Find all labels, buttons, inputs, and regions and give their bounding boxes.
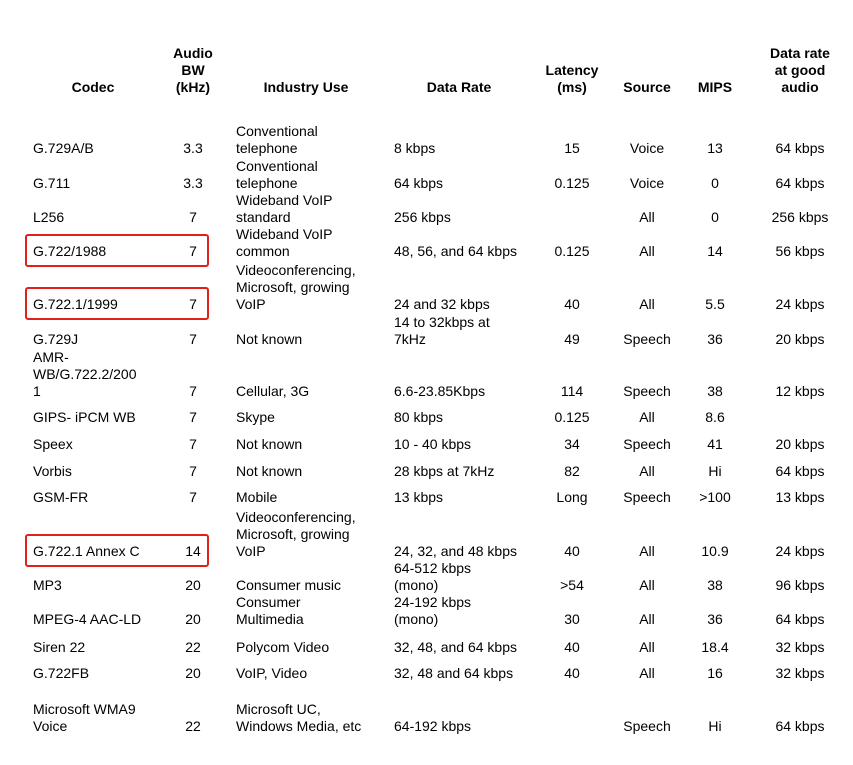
cell-latency-line: 40 bbox=[564, 639, 580, 655]
cell-data-rate-line: 6.6-23.85Kbps bbox=[394, 383, 486, 399]
cell-industry-use bbox=[236, 158, 386, 192]
cell-audio-bw-line: 7 bbox=[189, 436, 197, 452]
cell-industry-use-line: Polycom Video bbox=[236, 639, 330, 655]
cell-source-line: Speech bbox=[623, 718, 671, 734]
cell-data-rate bbox=[394, 463, 544, 480]
header-codec-line: Codec bbox=[71, 79, 115, 95]
cell-mips-line: 8.6 bbox=[705, 409, 725, 425]
cell-source-line: All bbox=[639, 577, 655, 593]
cell-audio-bw-line: 7 bbox=[189, 296, 197, 312]
highlight-box bbox=[25, 234, 209, 267]
cell-good-rate bbox=[750, 611, 850, 628]
cell-audio-bw-line: 7 bbox=[189, 331, 197, 347]
cell-industry-use bbox=[236, 701, 386, 735]
cell-codec-line: G.729J bbox=[33, 331, 79, 347]
cell-data-rate-line: 24 and 32 kbps bbox=[394, 296, 490, 312]
cell-good-rate bbox=[750, 665, 850, 682]
cell-industry-use-line: standard bbox=[236, 209, 291, 225]
cell-industry-use bbox=[236, 123, 386, 157]
cell-source-line: Voice bbox=[629, 140, 665, 156]
header-mips-line: MIPS bbox=[697, 79, 733, 95]
header-mips bbox=[690, 79, 740, 96]
cell-source-line: All bbox=[639, 639, 655, 655]
header-good-rate-line: audio bbox=[781, 79, 819, 95]
cell-industry-use bbox=[236, 463, 386, 480]
cell-industry-use-line: Wideband VoIP bbox=[236, 226, 333, 242]
cell-audio-bw bbox=[165, 209, 221, 226]
cell-latency bbox=[537, 665, 607, 682]
cell-source bbox=[612, 175, 682, 192]
cell-good-rate bbox=[750, 243, 850, 260]
cell-latency bbox=[537, 331, 607, 348]
cell-latency-line: 0.125 bbox=[554, 409, 590, 425]
cell-data-rate bbox=[394, 140, 544, 157]
cell-good-rate bbox=[750, 331, 850, 348]
cell-mips bbox=[690, 175, 740, 192]
cell-audio-bw-line: 14 bbox=[185, 543, 201, 559]
cell-mips bbox=[690, 331, 740, 348]
cell-latency bbox=[537, 296, 607, 313]
cell-data-rate bbox=[394, 665, 544, 682]
cell-audio-bw-line: 20 bbox=[185, 611, 201, 627]
header-latency bbox=[537, 62, 607, 96]
cell-data-rate-line: 13 kbps bbox=[394, 489, 444, 505]
cell-data-rate-line: 80 kbps bbox=[394, 409, 444, 425]
cell-mips bbox=[690, 243, 740, 260]
cell-latency-line: 0.125 bbox=[554, 175, 590, 191]
cell-good-rate bbox=[750, 543, 850, 560]
cell-industry-use bbox=[236, 436, 386, 453]
cell-mips bbox=[690, 209, 740, 226]
cell-good-rate-line: 64 kbps bbox=[775, 140, 825, 156]
cell-source bbox=[612, 543, 682, 560]
cell-source-line: All bbox=[639, 665, 655, 681]
cell-industry-use-line: Not known bbox=[236, 463, 303, 479]
cell-mips-line: 16 bbox=[707, 665, 723, 681]
header-industry-use-line: Industry Use bbox=[263, 79, 349, 95]
cell-codec-line: GSM-FR bbox=[33, 489, 89, 505]
cell-source bbox=[612, 243, 682, 260]
cell-mips bbox=[690, 463, 740, 480]
cell-source-line: Voice bbox=[629, 175, 665, 191]
cell-data-rate bbox=[394, 489, 544, 506]
cell-source bbox=[612, 209, 682, 226]
cell-source-line: All bbox=[639, 243, 655, 259]
cell-audio-bw bbox=[165, 611, 221, 628]
header-data-rate-line: Data Rate bbox=[426, 79, 492, 95]
cell-latency-line: 114 bbox=[560, 383, 584, 399]
cell-good-rate-line: 64 kbps bbox=[775, 463, 825, 479]
cell-codec-line: Siren 22 bbox=[33, 639, 86, 655]
cell-good-rate bbox=[750, 383, 850, 400]
cell-audio-bw bbox=[165, 577, 221, 594]
cell-industry-use bbox=[236, 383, 386, 400]
cell-latency bbox=[537, 175, 607, 192]
cell-good-rate-line: 12 kbps bbox=[775, 383, 825, 399]
cell-latency-line: 82 bbox=[564, 463, 580, 479]
cell-latency-line: >54 bbox=[560, 577, 584, 593]
cell-codec-line: AMR- bbox=[33, 349, 69, 365]
cell-source bbox=[612, 140, 682, 157]
cell-data-rate-line: 64-192 kbps bbox=[394, 718, 472, 734]
cell-source bbox=[612, 718, 682, 735]
header-source-line: Source bbox=[623, 79, 671, 95]
cell-industry-use-line: Conventional bbox=[236, 158, 318, 174]
cell-data-rate-line: 256 kbps bbox=[394, 209, 451, 225]
cell-audio-bw bbox=[165, 489, 221, 506]
cell-good-rate-line: 256 kbps bbox=[771, 209, 829, 225]
cell-industry-use-line: Microsoft UC, bbox=[236, 701, 321, 717]
cell-codec-line: Voice bbox=[33, 718, 68, 734]
cell-audio-bw bbox=[165, 383, 221, 400]
cell-data-rate bbox=[394, 314, 544, 348]
cell-good-rate bbox=[750, 296, 850, 313]
cell-industry-use-line: VoIP bbox=[236, 296, 266, 312]
cell-industry-use bbox=[236, 226, 386, 260]
cell-source bbox=[612, 383, 682, 400]
cell-source bbox=[612, 331, 682, 348]
cell-data-rate bbox=[394, 409, 544, 426]
highlight-box bbox=[25, 287, 209, 320]
cell-good-rate bbox=[750, 639, 850, 656]
cell-industry-use-line: Videoconferencing, bbox=[236, 262, 356, 278]
cell-audio-bw bbox=[165, 140, 221, 157]
cell-codec-line: MPEG-4 AAC-LD bbox=[33, 611, 142, 627]
cell-mips-line: Hi bbox=[708, 463, 722, 479]
cell-data-rate-line: 64 kbps bbox=[394, 175, 444, 191]
cell-audio-bw-line: 7 bbox=[189, 409, 197, 425]
cell-mips-line: Hi bbox=[708, 718, 722, 734]
cell-good-rate-line: 64 kbps bbox=[775, 611, 825, 627]
cell-latency-line: 40 bbox=[564, 296, 580, 312]
cell-source bbox=[612, 296, 682, 313]
cell-industry-use-line: VoIP, Video bbox=[236, 665, 308, 681]
cell-industry-use bbox=[236, 409, 386, 426]
cell-source bbox=[612, 639, 682, 656]
cell-codec-line: G.722.1/1999 bbox=[33, 296, 118, 312]
cell-source-line: All bbox=[639, 296, 655, 312]
cell-good-rate-line: 64 kbps bbox=[775, 718, 825, 734]
header-audio-bw-line: (kHz) bbox=[175, 79, 211, 95]
cell-data-rate bbox=[394, 209, 544, 226]
header-data-rate bbox=[394, 79, 524, 96]
cell-audio-bw-line: 20 bbox=[185, 577, 201, 593]
cell-audio-bw bbox=[165, 463, 221, 480]
cell-good-rate-line: 24 kbps bbox=[775, 543, 825, 559]
cell-industry-use-line: VoIP bbox=[236, 543, 266, 559]
cell-source-line: All bbox=[639, 463, 655, 479]
cell-codec-line: Microsoft WMA9 bbox=[33, 701, 136, 717]
highlight-box bbox=[25, 534, 209, 567]
cell-mips-line: 10.9 bbox=[701, 543, 729, 559]
cell-data-rate-line: 10 - 40 kbps bbox=[394, 436, 472, 452]
cell-codec-line: Vorbis bbox=[33, 463, 72, 479]
cell-source bbox=[612, 436, 682, 453]
cell-industry-use bbox=[236, 577, 386, 594]
cell-industry-use bbox=[236, 665, 386, 682]
header-audio-bw-line: Audio bbox=[173, 45, 213, 61]
cell-industry-use bbox=[236, 192, 386, 226]
header-codec bbox=[33, 79, 153, 96]
cell-good-rate bbox=[750, 577, 850, 594]
cell-industry-use-line: Wideband VoIP bbox=[236, 192, 333, 208]
cell-audio-bw-line: 7 bbox=[189, 383, 197, 399]
header-industry-use bbox=[236, 79, 376, 96]
cell-data-rate bbox=[394, 594, 544, 628]
cell-industry-use-line: Microsoft, growing bbox=[236, 279, 350, 295]
cell-latency bbox=[537, 577, 607, 594]
cell-data-rate-line: (mono) bbox=[394, 577, 439, 593]
cell-audio-bw-line: 7 bbox=[189, 209, 197, 225]
cell-audio-bw-line: 7 bbox=[189, 463, 197, 479]
cell-codec-line: MP3 bbox=[33, 577, 62, 593]
cell-latency-line: 40 bbox=[564, 665, 580, 681]
cell-audio-bw bbox=[165, 175, 221, 192]
cell-latency-line: 34 bbox=[564, 436, 580, 452]
header-audio-bw-line: BW bbox=[181, 62, 205, 78]
cell-mips-line: 13 bbox=[707, 140, 723, 156]
cell-mips bbox=[690, 296, 740, 313]
cell-mips bbox=[690, 577, 740, 594]
cell-industry-use-line: Skype bbox=[236, 409, 275, 425]
cell-good-rate-line: 20 kbps bbox=[775, 436, 825, 452]
cell-industry-use bbox=[236, 639, 386, 656]
cell-source-line: All bbox=[639, 611, 655, 627]
cell-data-rate-line: 24-192 kbps bbox=[394, 594, 472, 610]
cell-good-rate bbox=[750, 463, 850, 480]
cell-industry-use bbox=[236, 594, 386, 628]
cell-industry-use-line: Mobile bbox=[236, 489, 278, 505]
cell-source-line: Speech bbox=[623, 331, 671, 347]
cell-latency-line: Long bbox=[556, 489, 588, 505]
cell-industry-use-line: Consumer bbox=[236, 594, 301, 610]
cell-audio-bw-line: 20 bbox=[185, 665, 201, 681]
cell-mips-line: 41 bbox=[707, 436, 723, 452]
cell-data-rate bbox=[394, 436, 544, 453]
cell-audio-bw-line: 3.3 bbox=[183, 140, 203, 156]
cell-audio-bw-line: 22 bbox=[185, 718, 201, 734]
cell-latency bbox=[537, 383, 607, 400]
cell-data-rate-line: 7kHz bbox=[394, 331, 426, 347]
cell-industry-use-line: Cellular, 3G bbox=[236, 383, 310, 399]
cell-data-rate-line: 32, 48, and 64 kbps bbox=[394, 639, 517, 655]
cell-data-rate-line: 48, 56, and 64 kbps bbox=[394, 243, 517, 259]
cell-codec-line: GIPS- iPCM WB bbox=[33, 409, 136, 425]
cell-good-rate-line: 20 kbps bbox=[775, 331, 825, 347]
cell-audio-bw bbox=[165, 331, 221, 348]
header-latency-line: Latency bbox=[545, 62, 599, 78]
cell-good-rate-line: 32 kbps bbox=[775, 665, 825, 681]
cell-good-rate bbox=[750, 140, 850, 157]
cell-data-rate bbox=[394, 383, 544, 400]
cell-good-rate bbox=[750, 718, 850, 735]
header-latency-line: (ms) bbox=[557, 79, 587, 95]
cell-mips-line: 14 bbox=[707, 243, 723, 259]
cell-codec-line: G.722.1 Annex C bbox=[33, 543, 140, 559]
cell-audio-bw-line: 7 bbox=[189, 243, 197, 259]
cell-codec-line: G.722/1988 bbox=[33, 243, 107, 259]
header-good-rate bbox=[750, 45, 850, 96]
cell-latency bbox=[537, 243, 607, 260]
header-good-rate-line: Data rate bbox=[770, 45, 830, 61]
cell-mips bbox=[690, 436, 740, 453]
cell-data-rate-line: 14 to 32kbps at bbox=[394, 314, 490, 330]
cell-good-rate bbox=[750, 436, 850, 453]
cell-source-line: All bbox=[639, 209, 655, 225]
cell-industry-use-line: Multimedia bbox=[236, 611, 304, 627]
cell-good-rate-line: 64 kbps bbox=[775, 175, 825, 191]
cell-source bbox=[612, 463, 682, 480]
cell-mips-line: 5.5 bbox=[705, 296, 725, 312]
cell-latency-line: 40 bbox=[564, 543, 580, 559]
cell-industry-use-line: common bbox=[236, 243, 290, 259]
cell-mips bbox=[690, 718, 740, 735]
cell-audio-bw bbox=[165, 665, 221, 682]
cell-mips-line: 0 bbox=[711, 209, 719, 225]
cell-mips bbox=[690, 489, 740, 506]
cell-latency-line: 0.125 bbox=[554, 243, 590, 259]
cell-mips-line: 18.4 bbox=[701, 639, 729, 655]
cell-data-rate bbox=[394, 175, 544, 192]
cell-latency bbox=[537, 489, 607, 506]
cell-latency bbox=[537, 140, 607, 157]
cell-data-rate bbox=[394, 718, 544, 735]
cell-industry-use-line: telephone bbox=[236, 140, 298, 156]
cell-codec-line: G.711 bbox=[33, 175, 71, 191]
cell-industry-use-line: Microsoft, growing bbox=[236, 526, 350, 542]
cell-industry-use-line: Videoconferencing, bbox=[236, 509, 356, 525]
cell-data-rate bbox=[394, 296, 544, 313]
cell-industry-use bbox=[236, 509, 386, 560]
cell-good-rate-line: 32 kbps bbox=[775, 639, 825, 655]
cell-source-line: Speech bbox=[623, 489, 671, 505]
cell-industry-use bbox=[236, 331, 386, 348]
cell-latency bbox=[537, 611, 607, 628]
cell-data-rate-line: (mono) bbox=[394, 611, 439, 627]
cell-data-rate-line: 24, 32, and 48 kbps bbox=[394, 543, 517, 559]
cell-codec-line: Speex bbox=[33, 436, 73, 452]
cell-latency bbox=[537, 409, 607, 426]
cell-source-line: Speech bbox=[623, 383, 671, 399]
cell-good-rate-line: 13 kbps bbox=[775, 489, 825, 505]
cell-good-rate bbox=[750, 489, 850, 506]
cell-good-rate bbox=[750, 175, 850, 192]
cell-mips-line: 38 bbox=[707, 383, 723, 399]
cell-source bbox=[612, 489, 682, 506]
cell-source bbox=[612, 577, 682, 594]
cell-data-rate bbox=[394, 560, 544, 594]
cell-codec-line: G.729A/B bbox=[33, 140, 94, 156]
cell-industry-use-line: Windows Media, etc bbox=[236, 718, 362, 734]
cell-good-rate-line: 96 kbps bbox=[775, 577, 825, 593]
cell-source bbox=[612, 611, 682, 628]
cell-audio-bw bbox=[165, 436, 221, 453]
cell-source bbox=[612, 665, 682, 682]
cell-codec-line: WB/G.722.2/200 bbox=[33, 366, 137, 382]
cell-data-rate-line: 32, 48 and 64 kbps bbox=[394, 665, 514, 681]
cell-mips bbox=[690, 409, 740, 426]
cell-good-rate-line: 24 kbps bbox=[775, 296, 825, 312]
cell-industry-use-line: Consumer music bbox=[236, 577, 342, 593]
cell-industry-use-line: Not known bbox=[236, 331, 303, 347]
cell-audio-bw-line: 3.3 bbox=[183, 175, 203, 191]
cell-data-rate-line: 8 kbps bbox=[394, 140, 436, 156]
cell-data-rate-line: 64-512 kbps bbox=[394, 560, 472, 576]
cell-source bbox=[612, 409, 682, 426]
cell-industry-use-line: telephone bbox=[236, 175, 298, 191]
header-audio-bw bbox=[165, 45, 221, 96]
cell-codec-line: G.722FB bbox=[33, 665, 90, 681]
header-source bbox=[612, 79, 682, 96]
cell-industry-use-line: Conventional bbox=[236, 123, 318, 139]
cell-good-rate bbox=[750, 209, 850, 226]
cell-codec-line: 1 bbox=[33, 383, 41, 399]
cell-mips bbox=[690, 665, 740, 682]
cell-latency bbox=[537, 639, 607, 656]
cell-audio-bw-line: 7 bbox=[189, 489, 197, 505]
cell-mips-line: 38 bbox=[707, 577, 723, 593]
cell-codec-line: L256 bbox=[33, 209, 65, 225]
cell-latency bbox=[537, 543, 607, 560]
cell-data-rate bbox=[394, 243, 544, 260]
cell-mips-line: 36 bbox=[707, 331, 723, 347]
cell-good-rate-line: 56 kbps bbox=[775, 243, 825, 259]
cell-data-rate bbox=[394, 639, 544, 656]
header-good-rate-line: at good bbox=[774, 62, 826, 78]
cell-industry-use-line: Not known bbox=[236, 436, 303, 452]
cell-industry-use bbox=[236, 489, 386, 506]
cell-latency bbox=[537, 436, 607, 453]
cell-latency-line: 30 bbox=[564, 611, 580, 627]
cell-audio-bw-line: 22 bbox=[185, 639, 201, 655]
cell-mips-line: 0 bbox=[711, 175, 719, 191]
cell-mips-line: 36 bbox=[707, 611, 723, 627]
cell-source-line: Speech bbox=[623, 436, 671, 452]
cell-mips bbox=[690, 639, 740, 656]
cell-latency-line: 49 bbox=[564, 331, 580, 347]
cell-source-line: All bbox=[639, 409, 655, 425]
cell-latency-line: 15 bbox=[564, 140, 580, 156]
cell-mips bbox=[690, 383, 740, 400]
cell-industry-use bbox=[236, 262, 386, 313]
cell-mips bbox=[690, 140, 740, 157]
cell-data-rate-line: 28 kbps at 7kHz bbox=[394, 463, 495, 479]
cell-audio-bw bbox=[165, 639, 221, 656]
cell-mips bbox=[690, 611, 740, 628]
cell-mips bbox=[690, 543, 740, 560]
cell-data-rate bbox=[394, 543, 544, 560]
cell-latency bbox=[537, 463, 607, 480]
cell-audio-bw bbox=[165, 409, 221, 426]
cell-source-line: All bbox=[639, 543, 655, 559]
cell-mips-line: >100 bbox=[699, 489, 731, 505]
cell-audio-bw bbox=[165, 718, 221, 735]
